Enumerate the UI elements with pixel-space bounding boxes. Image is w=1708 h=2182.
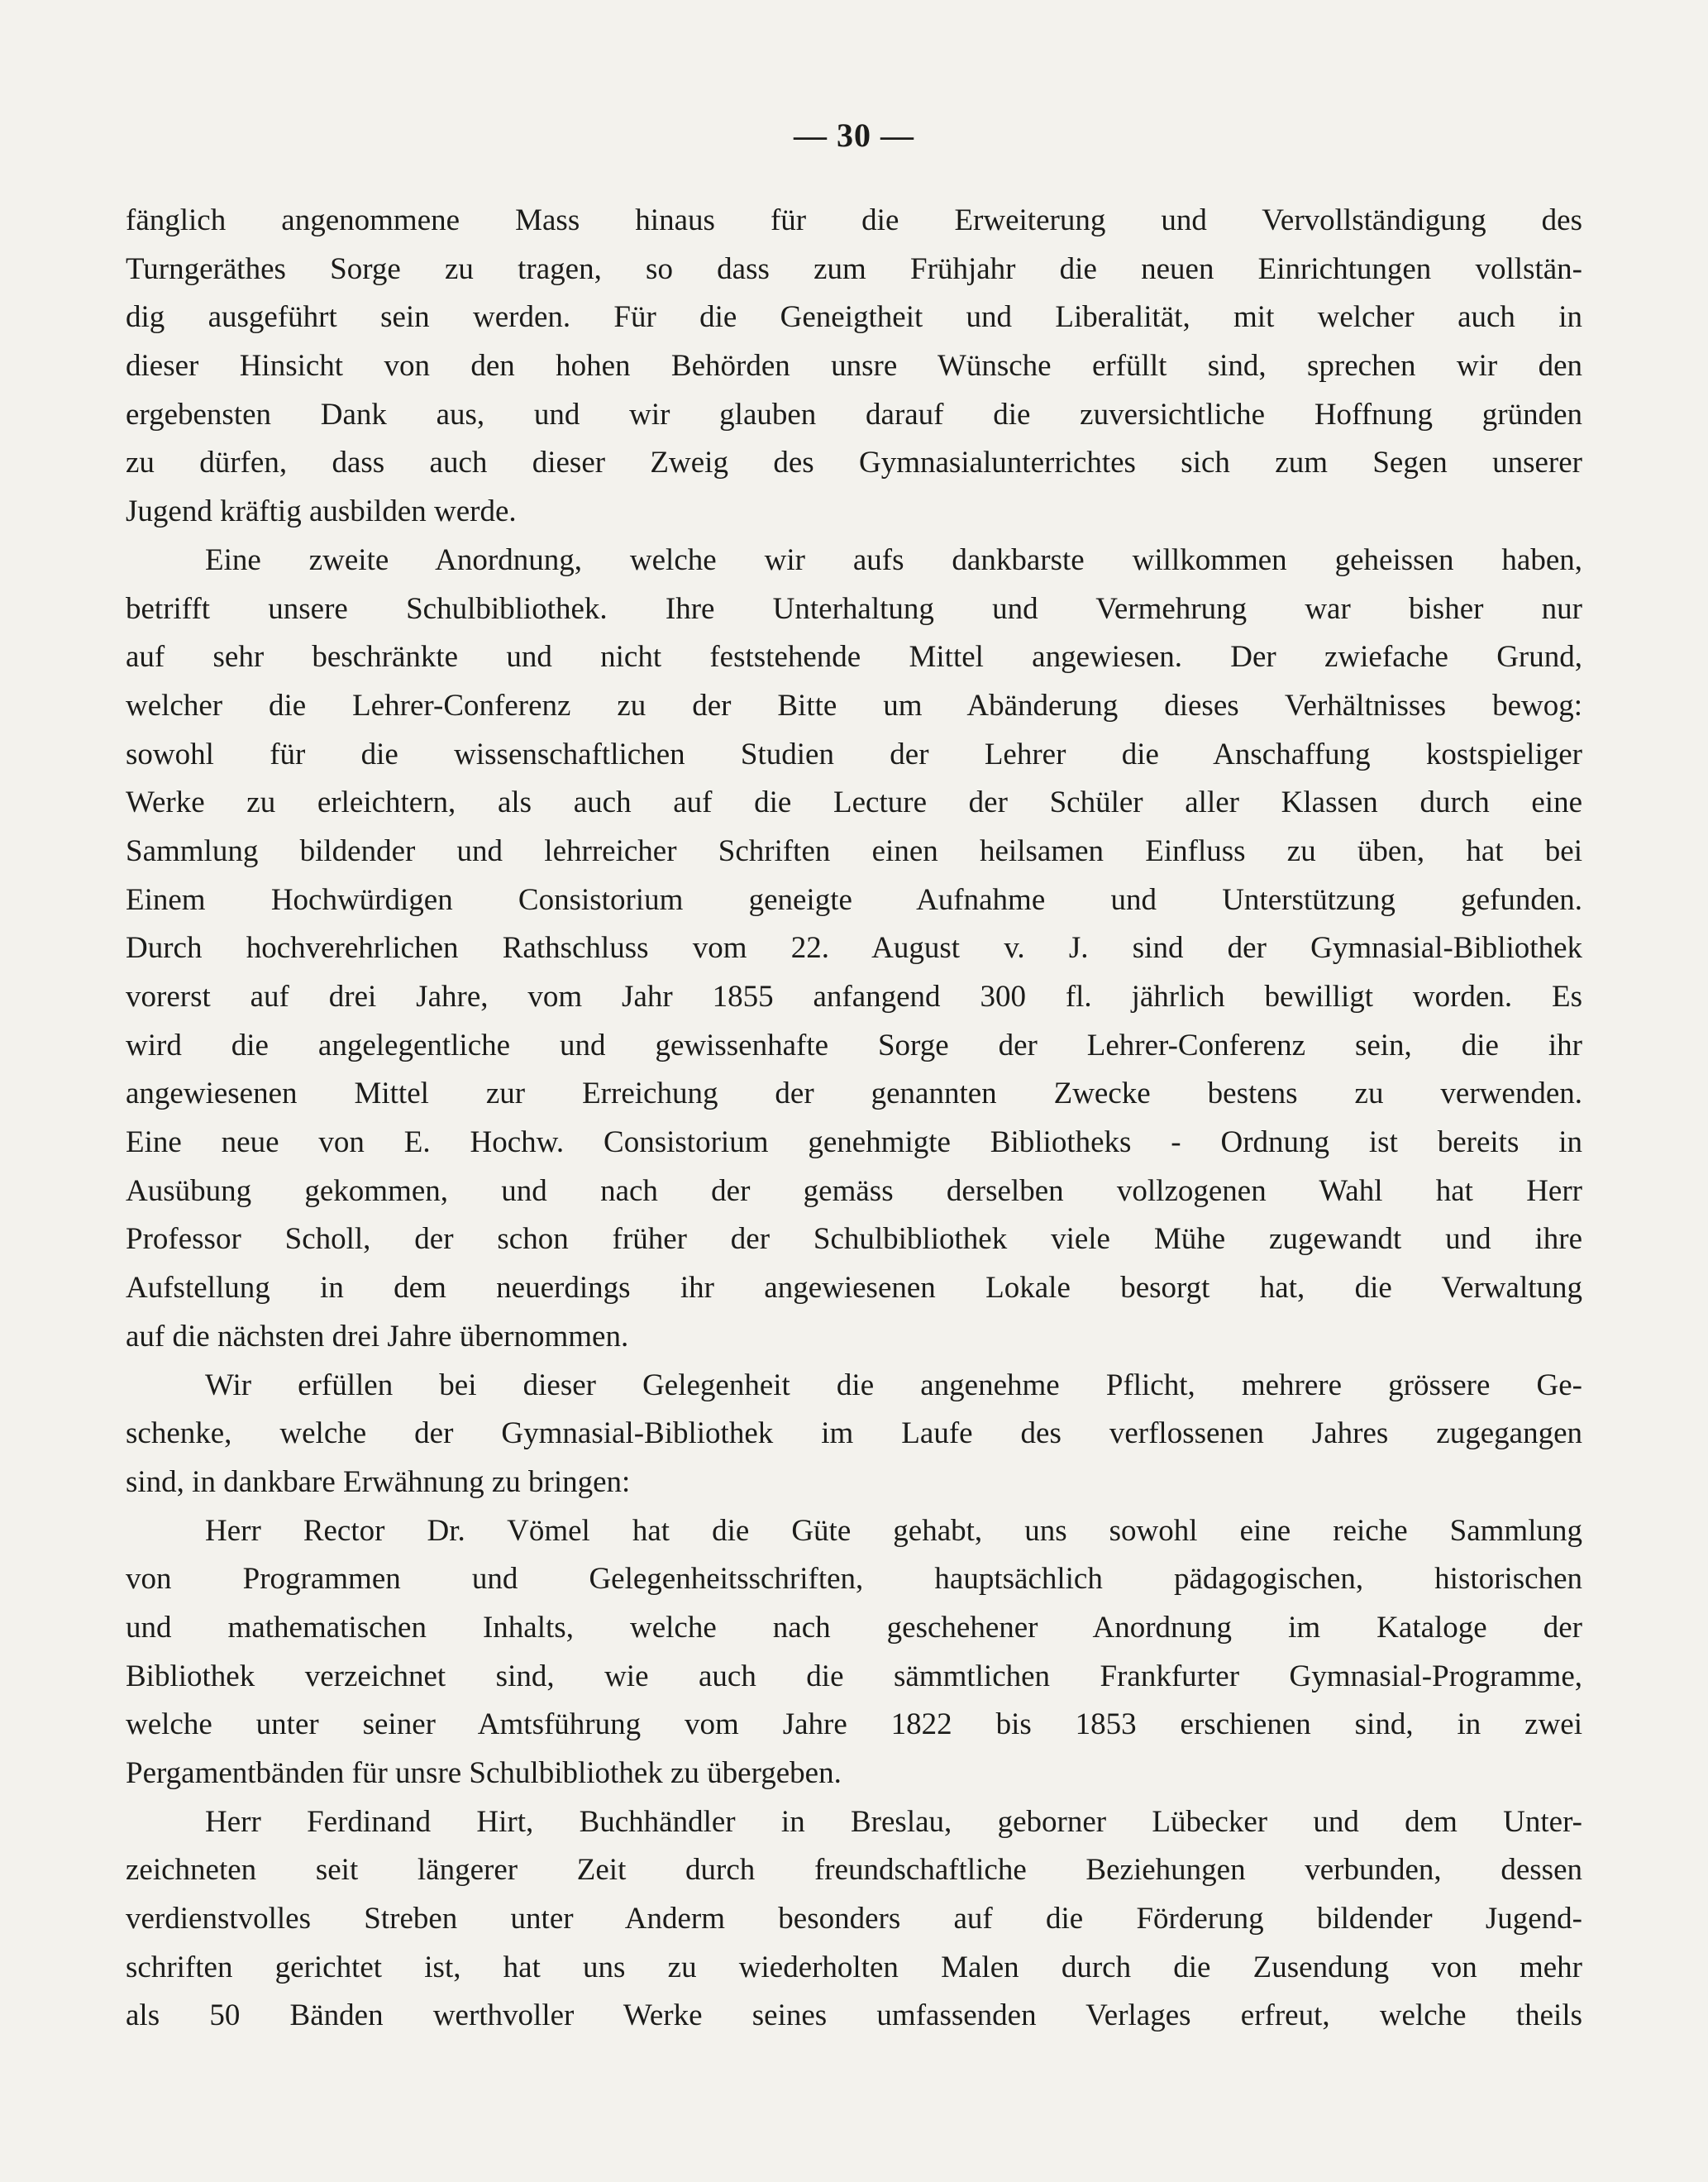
text-line: Sammlung bildender und lehrreicher Schriften einen heilsamen Einfluss zu üben, hat bei	[126, 833, 1582, 868]
text-line: dieser Hinsicht von den hohen Behörden unsre Wünsche erfüllt sind, sprechen wir den	[126, 349, 1582, 384]
text-line: Professor Scholl, der schon früher der Schulbibliothek viele Mühe zugewandt und ihre	[126, 1222, 1582, 1257]
text-line: zu dürfen, dass auch dieser Zweig des Gymnasialunterrichtes sich zum Segen unserer	[126, 446, 1582, 480]
text-line: als 50 Bänden werthvoller Werke seines umfassenden Verlages erfreut, welche theils	[126, 1998, 1582, 2033]
text-line: zeichneten seit längerer Zeit durch freundschaftliche Beziehungen verbunden, dessen	[126, 1853, 1582, 1888]
text-line: Eine neue von E. Hochw. Consistorium genehmigte Bibliotheks - Ordnung ist bereits in	[126, 1125, 1582, 1160]
text-line: wird die angelegentliche und gewissenhafte Sorge der Lehrer-Conferenz sein, die ihr	[126, 1028, 1582, 1062]
text-line: Eine zweite Anordnung, welche wir aufs dankbarste willkommen geheissen haben,	[205, 542, 1582, 577]
text-line: schriften gerichtet ist, hat uns zu wiederholten Malen durch die Zusendung von mehr	[126, 1950, 1582, 1984]
text-line: dig ausgeführt sein werden. Für die Geneigtheit und Liberalität, mit welcher auch in	[126, 300, 1582, 335]
text-line: Einem Hochwürdigen Consistorium geneigte Aufnahme und Unterstützung gefunden.	[126, 882, 1582, 917]
text-line: schenke, welche der Gymnasial-Bibliothek im Laufe des verflossenen Jahres zugegangen	[126, 1416, 1582, 1451]
text-line: auf sehr beschränkte und nicht feststehende Mittel angewiesen. Der zwiefache Grund,	[126, 640, 1582, 675]
text-line: ergebensten Dank aus, und wir glauben darauf die zuversichtliche Hoffnung gründen	[126, 397, 1582, 432]
text-line: auf die nächsten drei Jahre übernommen.	[126, 1319, 629, 1354]
text-line: betrifft unsere Schulbibliothek. Ihre Unterhaltung und Vermehrung war bisher nur	[126, 591, 1582, 626]
text-line: Durch hochverehrlichen Rathschluss vom 22. August v. J. sind der Gymnasial-Bibliothek	[126, 931, 1582, 966]
text-line: Pergamentbänden für unsre Schulbibliothek zu übergeben.	[126, 1756, 842, 1790]
text-line: welche unter seiner Amtsführung vom Jahre 1822 bis 1853 erschienen sind, in zwei	[126, 1707, 1582, 1742]
page-number: — 30 —	[794, 117, 914, 154]
text-line: Herr Rector Dr. Vömel hat die Güte gehabt, uns sowohl eine reiche Sammlung	[205, 1513, 1582, 1548]
body-text	[126, 197, 1582, 2041]
text-line: sowohl für die wissenschaftlichen Studien der Lehrer die Anschaffung kostspieliger	[126, 737, 1582, 771]
text-line: Herr Ferdinand Hirt, Buchhändler in Breslau, geborner Lübecker und dem Unter-	[205, 1804, 1582, 1839]
text-line: angewiesenen Mittel zur Erreichung der genannten Zwecke bestens zu verwenden.	[126, 1077, 1582, 1111]
text-line: von Programmen und Gelegenheitsschriften, hauptsächlich pädagogischen, historischen	[126, 1562, 1582, 1597]
text-line: Bibliothek verzeichnet sind, wie auch die sämmtlichen Frankfurter Gymnasial-Programme,	[126, 1659, 1582, 1693]
text-line: Wir erfüllen bei dieser Gelegenheit die angenehme Pflicht, mehrere grössere Ge-	[205, 1368, 1582, 1402]
text-line: Ausübung gekommen, und nach der gemäss derselben vollzogenen Wahl hat Herr	[126, 1173, 1582, 1208]
text-line: Werke zu erleichtern, als auch auf die Lecture der Schüler aller Klassen durch eine	[126, 785, 1582, 820]
text-line: Aufstellung in dem neuerdings ihr angewiesenen Lokale besorgt hat, die Verwaltung	[126, 1271, 1582, 1306]
text-line: fänglich angenommene Mass hinaus für die Erweiterung und Vervollständigung des	[126, 203, 1582, 237]
text-line: verdienstvolles Streben unter Anderm besonders auf die Förderung bildender Jugend-	[126, 1902, 1582, 1936]
text-line: und mathematischen Inhalts, welche nach geschehener Anordnung im Kataloge der	[126, 1610, 1582, 1645]
text-line: vorerst auf drei Jahre, vom Jahr 1855 anfangend 300 fl. jährlich bewilligt worden. Es	[126, 980, 1582, 1014]
text-line: Jugend kräftig ausbilden werde.	[126, 494, 517, 529]
text-line: sind, in dankbare Erwähnung zu bringen:	[126, 1464, 631, 1499]
text-line: Turngeräthes Sorge zu tragen, so dass zum Frühjahr die neuen Einrichtungen vollstän-	[126, 251, 1582, 286]
text-line: welcher die Lehrer-Conferenz zu der Bitte um Abänderung dieses Verhältnisses bewog:	[126, 688, 1582, 723]
